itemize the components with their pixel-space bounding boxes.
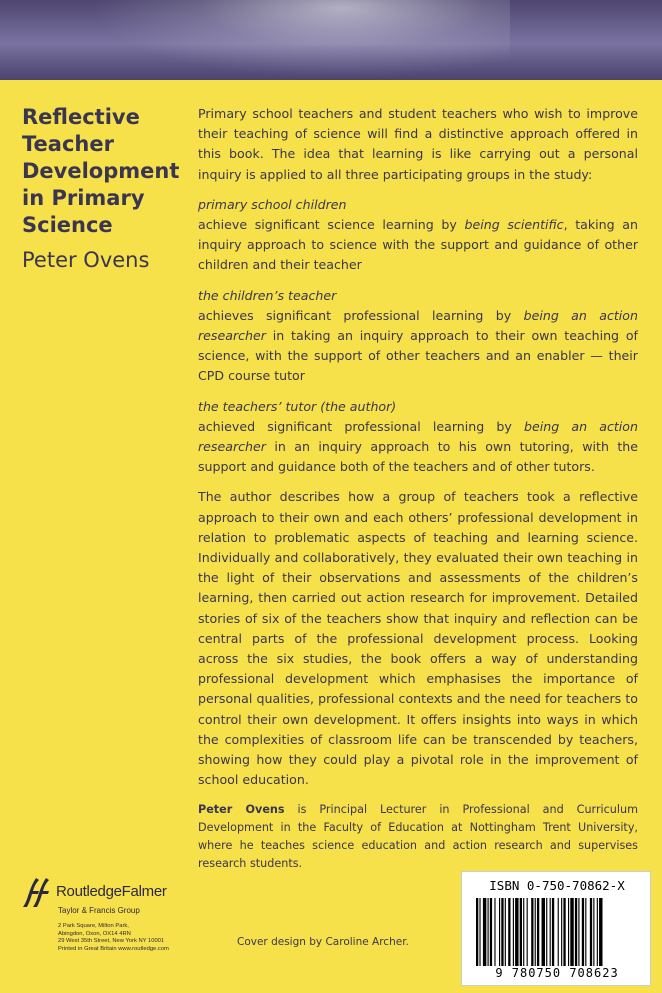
group-description: achieve significant science learning by being scientific, taking an inquiry approach to science with the support and guidance of other children and their teacher xyxy=(198,217,638,273)
barcode-bar xyxy=(578,898,579,966)
publisher-group: Taylor & Francis Group xyxy=(58,906,140,915)
blurb-intro: Primary school teachers and student teachers who wish to improve their teaching of science will find a distinctive approach offered in this book. The idea that learning is like carrying out a personal inquiry is applied to all three participating groups in the study: xyxy=(198,106,638,182)
title-line: Development xyxy=(22,159,180,183)
isbn-label: ISBN 0-750-70862-X xyxy=(489,878,625,893)
barcode-bar xyxy=(550,898,551,966)
barcode-bar xyxy=(508,898,510,966)
barcode-bar xyxy=(490,898,492,966)
author-bio xyxy=(198,801,638,873)
barcode-bar xyxy=(593,898,594,966)
bio-author-name: Peter Ovens xyxy=(198,802,285,816)
title-line: in Primary xyxy=(22,186,145,210)
barcode-bar xyxy=(513,898,514,966)
cover-design-credit: Cover design by Caroline Archer. xyxy=(237,936,409,948)
title-line: Science xyxy=(22,213,113,237)
barcode-bar xyxy=(501,898,503,966)
isbn-barcode xyxy=(461,871,651,986)
barcode-bar xyxy=(590,898,592,966)
barcode-bar xyxy=(520,898,522,966)
barcode-bar xyxy=(488,898,489,966)
group-description: achieves significant professional learning by being an action researcher in taking an inquiry approach to their own teaching of science, with the support of other teachers and an enabler — their CPD course tutor xyxy=(198,307,638,384)
blurb-main: The author describes how a group of teachers took a reflective approach to their own and each others’ professional development in relation to problematic aspects of teaching and learning science. Individually and collaboratively, they evaluated their own teaching in the light of their observations and assessments of the children’s learning, then carried out action research for improvement. Detailed stories of six of the teachers show that inquiry and reflection can be central parts of the professional development process. Looking across the six studies, the book offers a way of understanding professional development which emphasises the importance of personal qualities, professional contexts and the need for teachers to control their own development. It offers insights into ways in which the complexities of classroom life can be transcended by teachers, showing how they could play a pivotal role in the improvement of school education. xyxy=(198,489,638,788)
barcode-bar xyxy=(494,898,495,966)
barcode-bar xyxy=(558,898,559,966)
barcode-bar xyxy=(546,898,547,966)
barcode-bar xyxy=(476,898,478,966)
barcode-bar xyxy=(479,898,480,966)
group-label: the children’s teacher xyxy=(198,287,337,303)
barcode-bar xyxy=(561,898,562,966)
barcode-bar xyxy=(505,898,506,966)
participant-group xyxy=(198,397,638,478)
participant-group xyxy=(198,195,638,276)
publisher-block xyxy=(22,876,222,953)
barcode-bar xyxy=(568,898,569,966)
barcode-bar xyxy=(515,898,518,966)
book-author: Peter Ovens xyxy=(22,248,150,272)
barcode-bar xyxy=(575,898,577,966)
title-line: Reflective xyxy=(22,105,140,129)
barcode-bar xyxy=(499,898,500,966)
barcode-bar xyxy=(523,898,524,966)
barcode-bar xyxy=(531,898,533,966)
back-cover-blurb xyxy=(198,104,638,883)
address-line: Abingdon, Oxon, OX14 4RN xyxy=(58,930,131,937)
publisher-name: RoutledgeFalmer xyxy=(56,883,167,900)
book-title xyxy=(22,104,192,239)
participant-group xyxy=(198,286,638,387)
barcode-bar xyxy=(599,898,602,966)
top-decorative-band xyxy=(0,0,662,80)
barcode-bar xyxy=(552,898,554,966)
barcode-bar xyxy=(527,898,528,966)
barcode-bar xyxy=(537,898,539,966)
publisher-addresses xyxy=(58,923,222,953)
barcode-bar xyxy=(483,898,486,966)
barcode-bar xyxy=(570,898,573,966)
barcode-bar xyxy=(585,898,586,966)
barcode-bar xyxy=(563,898,565,966)
bio-text: is Principal Lecturer in Professional and Curriculum Development in the Faculty of Education at Nottingham Trent University, where he teaches science education and action research and supervises research students. xyxy=(198,802,638,870)
address-line: 29 West 35th Street, New York NY 10001 xyxy=(58,938,165,945)
group-label: the teachers’ tutor (the author) xyxy=(198,398,397,414)
barcode-bar xyxy=(542,898,545,966)
group-description: achieved significant professional learning by being an action researcher in an inquiry approach to his own tutoring, with the support and guidance both of the teachers and of other tutors. xyxy=(198,418,638,475)
group-label: primary school children xyxy=(198,196,347,212)
barcode-bar xyxy=(597,898,598,966)
barcode-bars xyxy=(476,898,638,966)
title-line: Teacher xyxy=(22,132,114,156)
address-line: 2 Park Square, Milton Park, xyxy=(58,923,129,929)
band-highlight xyxy=(90,0,510,80)
routledgefalmer-logo-icon xyxy=(22,876,52,908)
barcode-number: 9 780750 708623 xyxy=(495,966,619,980)
address-line: Printed in Great Britain www.routledge.com xyxy=(58,945,169,952)
barcode-bar xyxy=(582,898,584,966)
barcode-bar xyxy=(535,898,536,966)
